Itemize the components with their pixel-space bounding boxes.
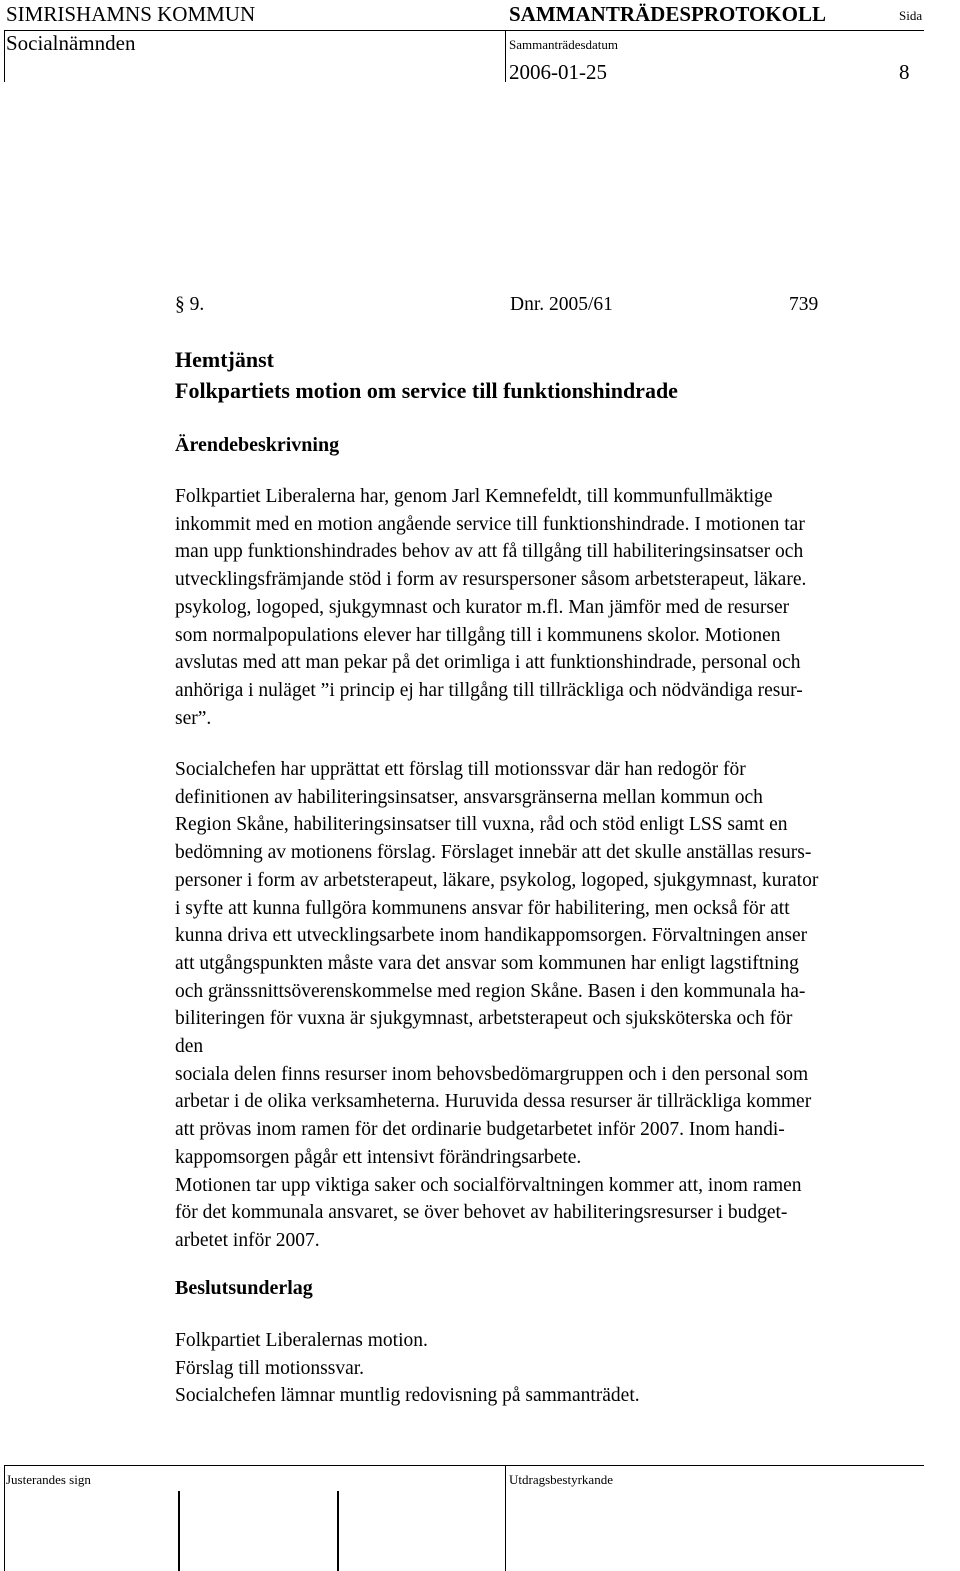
text-line: Folkpartiet Liberalerna har, genom Jarl Kemnefeldt, till kommunfullmäktige — [175, 486, 773, 507]
page-label: Sida — [899, 8, 923, 23]
meeting-date: 2006-01-25 — [509, 60, 607, 84]
header-left-rule — [4, 30, 5, 82]
text-line: att utgångspunkten måste vara det ansvar som kommunen har enligt lagstiftning — [175, 952, 799, 974]
arendebeskrivning-paragraph-2 — [175, 756, 960, 1255]
beslutsunderlag-list — [175, 1327, 960, 1410]
text-line: kappomsorgen pågår ett intensivt förändringsarbete. — [175, 1146, 582, 1168]
text-line: biliteringen för vuxna är sjukgymnast, arbetsterapeut och sjuksköterska och för — [175, 1008, 793, 1030]
text-line: ser”. — [175, 707, 212, 729]
text-line: bedömning av motionens förslag. Förslaget innebär att det skulle anställas resurs- — [175, 842, 812, 864]
text-line: och gränssnittsöverenskommelse med region Skåne. Basen i den kommunala ha- — [175, 980, 806, 1002]
item-meta-line — [175, 291, 960, 319]
text-line: att prövas inom ramen för det ordinarie budgetarbetet inför 2007. Inom handi- — [175, 1119, 785, 1141]
text-line: arbetar i de olika verksamheterna. Huruvida dessa resurser är tillräckliga kommer — [175, 1091, 812, 1113]
document-type: SAMMANTRÄDESPROTOKOLL — [509, 2, 826, 26]
utdragsbestyrkande-label: Utdragsbestyrkande — [509, 1472, 613, 1487]
text-line: för det kommunala ansvaret, se över behovet av habiliteringsresurser i budget- — [175, 1202, 788, 1224]
list-item: Folkpartiet Liberalernas motion. — [175, 1330, 428, 1351]
page-number: 8 — [899, 60, 910, 84]
footer-left-rule — [4, 1465, 5, 1571]
list-item: Förslag till motionssvar. — [175, 1357, 365, 1379]
item-title: Hemtjänst — [175, 347, 274, 372]
arendebeskrivning-paragraph-1 — [175, 483, 960, 732]
text-line: anhöriga i nuläget ”i princip ej har tillgång till tillräckliga och nödvändiga resur- — [175, 679, 803, 701]
text-line: Motionen tar upp viktiga saker och socialförvaltningen kommer att, inom ramen — [175, 1174, 802, 1196]
text-line: sociala delen finns resurser inom behovsbedömargruppen och i den personal som — [175, 1063, 809, 1085]
dnr: Dnr. 2005/61 — [510, 294, 613, 315]
section-number: § 9. — [175, 294, 205, 315]
footer-middle-rule — [505, 1465, 506, 1571]
text-line: kunna driva ett utvecklingsarbete inom handikappomsorgen. Förvaltningen anser — [175, 925, 808, 947]
footer-divider — [4, 1465, 924, 1466]
section-heading-arendebeskrivning: Ärendebeskrivning — [175, 434, 340, 456]
text-line: i syfte att kunna fullgöra kommunens ansvar för habilitering, men också för att — [175, 897, 790, 919]
signature-divider — [337, 1491, 339, 1571]
committee-name: Socialnämnden — [6, 31, 136, 55]
text-line: som normalpopulations elever har tillgång till i kommunens skolor. Motionen — [175, 624, 781, 646]
text-line: definitionen av habiliteringsinsatser, ansvarsgränserna mellan kommun och — [175, 786, 763, 808]
text-line: utvecklingsfrämjande stöd i form av resurspersoner såsom arbetsterapeut, läkare. — [175, 569, 807, 591]
text-line: avslutas med att man pekar på det orimliga i att funktionshindrade, personal och — [175, 652, 801, 674]
text-line: personer i form av arbetsterapeut, läkare, psykolog, logoped, sjukgymnast, kurator — [175, 869, 819, 891]
signature-divider — [178, 1491, 180, 1571]
text-line: inkommit med en motion angående service till funktionshindrade. I motionen tar — [175, 513, 805, 535]
text-line: man upp funktionshindrades behov av att få tillgång till habiliteringsinsatser och — [175, 541, 804, 563]
text-line: Socialchefen har upprättat ett förslag till motionssvar där han redogör för — [175, 759, 746, 780]
text-line: psykolog, logoped, sjukgymnast och kurator m.fl. Man jämför med de resurser — [175, 596, 790, 618]
date-label: Sammanträdesdatum — [509, 37, 619, 52]
header-divider — [4, 30, 924, 31]
section-heading-beslutsunderlag: Beslutsunderlag — [175, 1277, 313, 1299]
text-line: den — [175, 1036, 204, 1058]
item-number: 739 — [789, 294, 819, 315]
text-line: arbetet inför 2007. — [175, 1229, 320, 1251]
justerandes-sign-label: Justerandes sign — [6, 1472, 91, 1487]
list-item: Socialchefen lämnar muntlig redovisning på sammanträdet. — [175, 1385, 640, 1407]
item-subtitle: Folkpartiets motion om service till funktionshindrade — [175, 378, 678, 403]
municipality-name: SIMRISHAMNS KOMMUN — [6, 2, 256, 26]
header-middle-rule — [505, 30, 506, 82]
text-line: Region Skåne, habiliteringsinsatser till vuxna, råd och stöd enligt LSS samt en — [175, 814, 788, 836]
